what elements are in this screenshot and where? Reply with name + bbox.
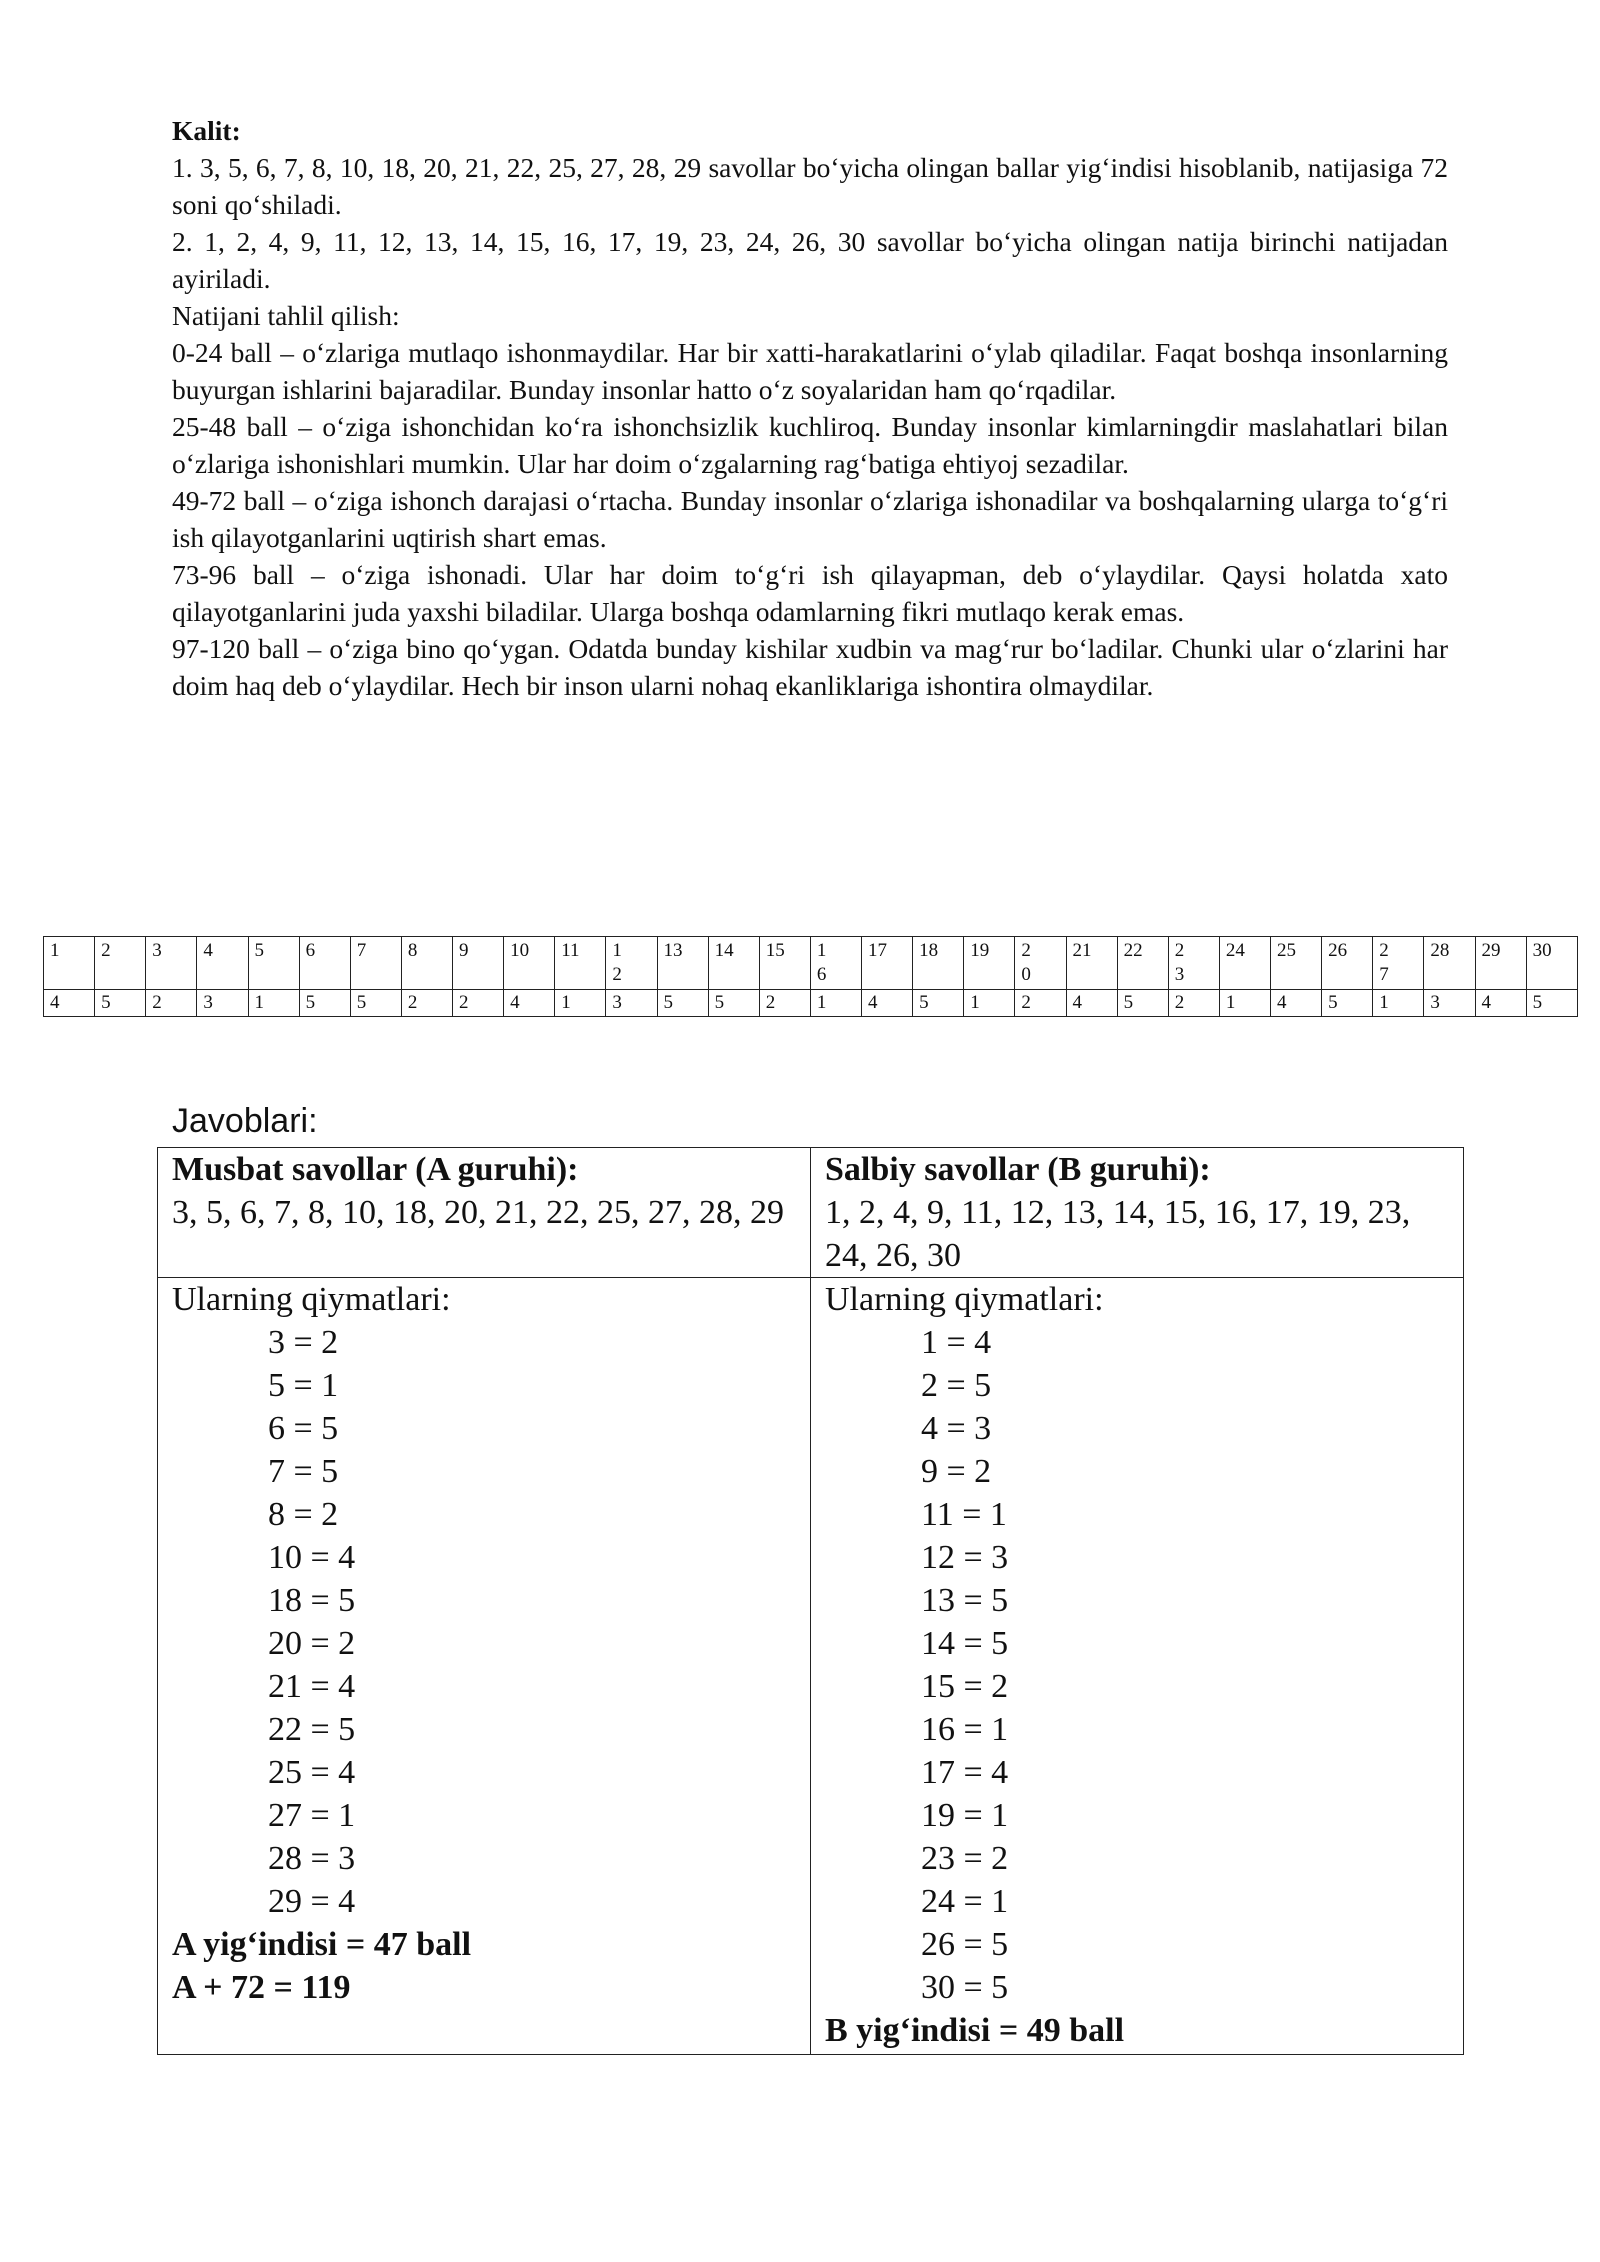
key-heading: Kalit:	[172, 115, 241, 146]
key-section	[172, 112, 1448, 704]
answer-value-cell: 2	[1015, 990, 1066, 1017]
group-b-value-item: 4 = 3	[921, 1410, 992, 1447]
group-a-title: Musbat savollar (A guruhi):	[172, 1151, 579, 1188]
group-a-values-list	[172, 1321, 796, 1923]
group-b-value-item: 26 = 5	[921, 1926, 1009, 1963]
answer-value-cell: 4	[1066, 990, 1117, 1017]
group-b-value-item: 9 = 2	[921, 1453, 992, 1490]
group-a-value-item: 29 = 4	[268, 1883, 356, 1920]
group-a-value-item: 6 = 5	[268, 1410, 339, 1447]
question-number-cell: 28	[1424, 937, 1475, 990]
group-b-values-list	[825, 1321, 1449, 2009]
answer-value-cell: 4	[44, 990, 95, 1017]
question-number-cell: 3	[146, 937, 197, 990]
group-a-value-item: 3 = 2	[268, 1324, 339, 1361]
answer-value-cell: 5	[657, 990, 708, 1017]
group-b-value-item: 14 = 5	[921, 1625, 1009, 1662]
group-b-header-cell	[811, 1148, 1464, 1278]
group-a-value-item: 5 = 1	[268, 1367, 339, 1404]
group-a-value-item: 20 = 2	[268, 1625, 356, 1662]
answer-value-cell: 5	[1526, 990, 1577, 1017]
group-b-value-item: 11 = 1	[921, 1496, 1007, 1533]
answer-value-cell: 2	[401, 990, 452, 1017]
group-b-value-item: 17 = 4	[921, 1754, 1009, 1791]
question-number-cell: 4	[197, 937, 248, 990]
group-b-values-cell	[811, 1278, 1464, 2055]
question-number-cell: 8	[401, 937, 452, 990]
group-a-values-cell	[158, 1278, 811, 2055]
group-a-value-item: 25 = 4	[268, 1754, 356, 1791]
answer-value-cell: 5	[1117, 990, 1168, 1017]
group-a-value-item: 27 = 1	[268, 1797, 356, 1834]
question-number-cell: 2 7	[1373, 937, 1424, 990]
analysis-heading: Natijani tahlil qilish:	[172, 300, 400, 331]
question-number-cell: 1 6	[810, 937, 861, 990]
group-a-list: 3, 5, 6, 7, 8, 10, 18, 20, 21, 22, 25, 27, 28, 29	[172, 1194, 784, 1231]
answer-value-cell: 4	[1271, 990, 1322, 1017]
range-0-24: 0-24 ball – o‘zlariga mutlaqo ishonmaydilar. Har bir xatti-harakatlarini o‘ylab qiladilar. Faqat boshqa insonlarning buyurgan ishlarini bajaradilar. Bunday insonlar hatto o‘z soyalaridan ham qo‘rqadilar.	[172, 337, 1448, 405]
group-a-value-item: 18 = 5	[268, 1582, 356, 1619]
group-b-values-label: Ularning qiymatlari:	[825, 1281, 1104, 1318]
group-a-header-cell	[158, 1148, 811, 1278]
answer-value-cell: 1	[810, 990, 861, 1017]
group-a-plus-72: A + 72 = 119	[172, 1969, 351, 2006]
group-b-bottom-spacer	[825, 2052, 1449, 2054]
question-number-row	[44, 937, 1578, 990]
group-a-value-item: 22 = 5	[268, 1711, 356, 1748]
question-number-cell: 24	[1219, 937, 1270, 990]
group-b-value-item: 12 = 3	[921, 1539, 1009, 1576]
question-number-cell: 10	[504, 937, 555, 990]
groups-values-row	[158, 1278, 1464, 2055]
question-number-cell: 2 3	[1168, 937, 1219, 990]
range-25-48: 25-48 ball – o‘ziga ishonchidan ko‘ra ishonchsizlik kuchliroq. Bunday insonlar kimlarningdir maslahatlari bilan o‘zlariga ishonishlari mumkin. Ular har doim o‘zgalarning rag‘batiga ehtiyoj sezadilar.	[172, 411, 1448, 479]
answer-value-cell: 1	[555, 990, 606, 1017]
group-a-value-item: 21 = 4	[268, 1668, 356, 1705]
answer-value-cell: 2	[453, 990, 504, 1017]
answer-value-cell: 4	[504, 990, 555, 1017]
answer-value-cell: 5	[708, 990, 759, 1017]
question-number-cell: 22	[1117, 937, 1168, 990]
question-number-cell: 2 0	[1015, 937, 1066, 990]
answer-value-cell: 3	[606, 990, 657, 1017]
answer-value-cell: 2	[1168, 990, 1219, 1017]
question-number-cell: 7	[350, 937, 401, 990]
group-b-value-item: 1 = 4	[921, 1324, 992, 1361]
answer-value-cell: 5	[913, 990, 964, 1017]
question-number-cell: 13	[657, 937, 708, 990]
question-number-cell: 21	[1066, 937, 1117, 990]
group-a-value-item: 8 = 2	[268, 1496, 339, 1533]
range-97-120: 97-120 ball – o‘ziga bino qo‘ygan. Odatda bunday kishilar xudbin va mag‘rur bo‘ladilar. Chunki ular o‘zlarini har doim haq deb o‘ylaydilar. Hech bir inson ularni nohaq ekanliklariga ishontira olmaydilar.	[172, 633, 1448, 701]
answer-strip-table	[43, 936, 1578, 1017]
answer-value-cell: 5	[1322, 990, 1373, 1017]
group-a-value-item: 28 = 3	[268, 1840, 356, 1877]
answer-value-cell: 1	[964, 990, 1015, 1017]
question-number-cell: 29	[1475, 937, 1526, 990]
question-number-cell: 2	[95, 937, 146, 990]
group-a-value-item: 10 = 4	[268, 1539, 356, 1576]
question-number-cell: 18	[913, 937, 964, 990]
group-b-title: Salbiy savollar (B guruhi):	[825, 1151, 1211, 1188]
range-73-96: 73-96 ball – o‘ziga ishonadi. Ular har doim to‘g‘ri ish qilayapman, deb o‘ylaydilar. Qaysi holatda xato qilayotganlarini juda yaxshi biladilar. Ularga boshqa odamlarning fikri mutlaqo kerak emas.	[172, 559, 1448, 627]
answer-value-cell: 5	[95, 990, 146, 1017]
answer-value-cell: 2	[146, 990, 197, 1017]
question-number-cell: 1 2	[606, 937, 657, 990]
question-number-cell: 11	[555, 937, 606, 990]
group-a-values-label: Ularning qiymatlari:	[172, 1281, 451, 1318]
range-49-72: 49-72 ball – o‘ziga ishonch darajasi o‘rtacha. Bunday insonlar o‘zlariga ishonadilar va boshqalarning ularga to‘g‘ri ish qilayotganlarini uqtirish shart emas.	[172, 485, 1448, 553]
key-rule-1: 1. 3, 5, 6, 7, 8, 10, 18, 20, 21, 22, 25, 27, 28, 29 savollar bo‘yicha olingan ballar yig‘indisi hisoblanib, natijasiga 72 soni qo‘shiladi.	[172, 152, 1448, 220]
question-number-cell: 19	[964, 937, 1015, 990]
group-a-value-item: 7 = 5	[268, 1453, 339, 1490]
group-b-sum: B yig‘indisi = 49 ball	[825, 2012, 1125, 2049]
group-b-list: 1, 2, 4, 9, 11, 12, 13, 14, 15, 16, 17, 19, 23, 24, 26, 30	[825, 1194, 1411, 1274]
question-number-cell: 9	[453, 937, 504, 990]
question-number-cell: 6	[299, 937, 350, 990]
group-b-value-item: 24 = 1	[921, 1883, 1009, 1920]
question-number-cell: 15	[759, 937, 810, 990]
question-number-cell: 14	[708, 937, 759, 990]
group-b-value-item: 16 = 1	[921, 1711, 1009, 1748]
answer-value-cell: 1	[1373, 990, 1424, 1017]
group-b-value-item: 19 = 1	[921, 1797, 1009, 1834]
answer-value-cell: 1	[248, 990, 299, 1017]
group-b-value-item: 13 = 5	[921, 1582, 1009, 1619]
answer-value-cell: 1	[1219, 990, 1270, 1017]
answer-value-cell: 4	[1475, 990, 1526, 1017]
question-number-cell: 1	[44, 937, 95, 990]
group-a-sum: A yig‘indisi = 47 ball	[172, 1926, 472, 1963]
question-number-cell: 17	[862, 937, 913, 990]
answer-value-cell: 4	[862, 990, 913, 1017]
groups-header-row	[158, 1148, 1464, 1278]
group-b-value-item: 2 = 5	[921, 1367, 992, 1404]
answer-value-cell: 5	[299, 990, 350, 1017]
group-b-value-item: 30 = 5	[921, 1969, 1009, 2006]
question-number-cell: 26	[1322, 937, 1373, 990]
group-b-value-item: 15 = 2	[921, 1668, 1009, 1705]
group-b-value-item: 23 = 2	[921, 1840, 1009, 1877]
answer-value-row	[44, 990, 1578, 1017]
answers-label: Javoblari:	[172, 1102, 318, 1140]
answer-value-cell: 3	[197, 990, 248, 1017]
key-rule-2: 2. 1, 2, 4, 9, 11, 12, 13, 14, 15, 16, 17, 19, 23, 24, 26, 30 savollar bo‘yicha olingan natija birinchi natijadan ayiriladi.	[172, 226, 1448, 294]
question-number-cell: 25	[1271, 937, 1322, 990]
groups-table	[157, 1147, 1464, 2055]
answer-value-cell: 3	[1424, 990, 1475, 1017]
answer-value-cell: 5	[350, 990, 401, 1017]
question-number-cell: 30	[1526, 937, 1577, 990]
answer-value-cell: 2	[759, 990, 810, 1017]
question-number-cell: 5	[248, 937, 299, 990]
